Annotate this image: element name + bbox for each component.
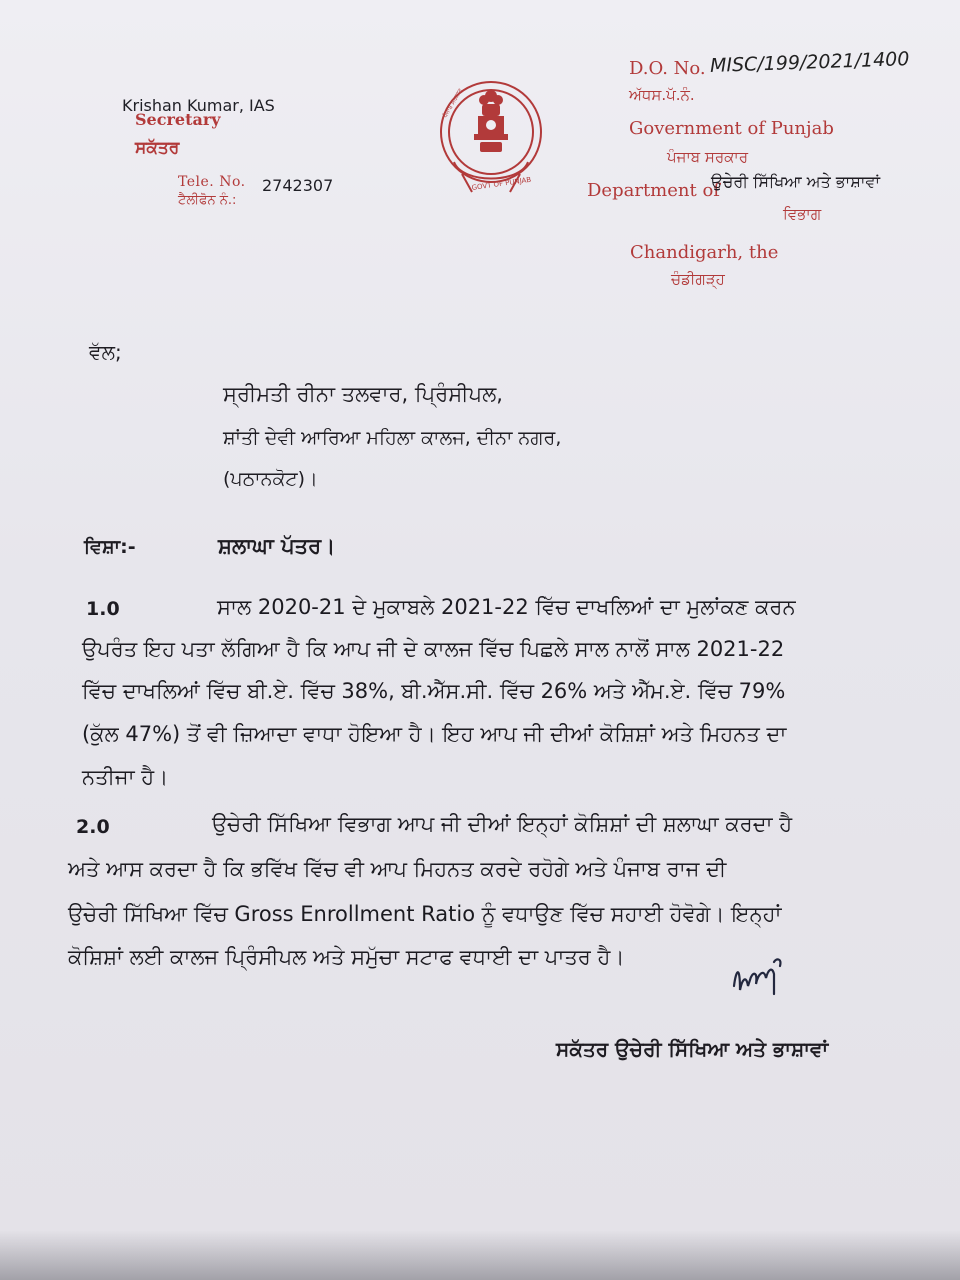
secretary-title-punjabi: ਸਕੱਤਰ <box>135 138 180 158</box>
government-name: Government of Punjab <box>629 118 834 139</box>
paragraph-1-line: ਵਿੱਚ ਦਾਖਲਿਆਂ ਵਿੱਚ ਬੀ.ਏ. ਵਿੱਚ 38%, ਬੀ.ਐੱਸ.ਸੀ. ਵਿੱਚ 26% ਅਤੇ ਐੱਮ.ਏ. ਵਿੱਚ 79% <box>82 679 786 703</box>
subject-text: ਸ਼ਲਾਘਾ ਪੱਤਰ। <box>218 534 336 558</box>
do-number-handwritten: MISC/199/2021/1400 <box>709 48 910 77</box>
city-label: Chandigarh, the <box>630 242 779 263</box>
addressee-college: ਸ਼ਾਂਤੀ ਦੇਵੀ ਆਰਿਆ ਮਹਿਲਾ ਕਾਲਜ, ਦੀਨਾ ਨਗਰ, <box>223 427 562 449</box>
secretary-name: Krishan Kumar, IAS <box>122 96 275 115</box>
government-name-punjabi: ਪੰਜਾਬ ਸਰਕਾਰ <box>667 148 748 166</box>
telephone-label-punjabi: ਟੈਲੀਫੋਨ ਨੰ.: <box>178 193 237 208</box>
paragraph-2-line: ਉਚੇਰੀ ਸਿੱਖਿਆ ਵਿਭਾਗ ਆਪ ਜੀ ਦੀਆਂ ਇਨ੍ਹਾਂ ਕੋਸ਼ਿਸ਼ਾਂ ਦੀ ਸ਼ਲਾਘਾ ਕਰਦਾ ਹੈ <box>212 812 793 836</box>
paragraph-1-line: ਸਾਲ 2020-21 ਦੇ ਮੁਕਾਬਲੇ 2021-22 ਵਿੱਚ ਦਾਖਲਿਆਂ ਦਾ ਮੁਲਾਂਕਣ ਕਰਨ <box>217 595 796 619</box>
addressee-name: ਸ੍ਰੀਮਤੀ ਰੀਨਾ ਤਲਵਾਰ, ਪ੍ਰਿੰਸੀਪਲ, <box>223 382 503 406</box>
city-label-punjabi: ਚੰਡੀਗੜ੍ਹ <box>671 270 725 288</box>
paragraph-2-line: ਅਤੇ ਆਸ ਕਰਦਾ ਹੈ ਕਿ ਭਵਿੱਖ ਵਿੱਚ ਵੀ ਆਪ ਮਿਹਨਤ ਕਰਦੇ ਰਹੋਗੇ ਅਤੇ ਪੰਜਾਬ ਰਾਜ ਦੀ <box>68 857 727 881</box>
secretary-title: Secretary <box>135 110 221 129</box>
punjab-emblem-icon <box>432 74 550 202</box>
department-label: Department of <box>587 180 720 201</box>
subject-label: ਵਿਸ਼ਾ:- <box>84 536 136 558</box>
paragraph-1-number: 1.0 <box>86 598 120 620</box>
paragraph-2-number: 2.0 <box>76 816 110 838</box>
telephone-number: 2742307 <box>262 176 334 195</box>
to-label: ਵੱਲ; <box>89 340 122 364</box>
page-shadow <box>0 1230 960 1280</box>
do-number-label-punjabi: ਅੱਧਸ.ਪੱ.ਨੰ. <box>629 86 695 104</box>
paragraph-2-line: ਕੋਸ਼ਿਸ਼ਾਂ ਲਈ ਕਾਲਜ ਪ੍ਰਿੰਸੀਪਲ ਅਤੇ ਸਮੁੱਚਾ ਸਟਾਫ ਵਧਾਈ ਦਾ ਪਾਤਰ ਹੈ। <box>68 945 625 969</box>
paragraph-1-line: ਨਤੀਜਾ ਹੈ। <box>82 765 169 789</box>
department-name-punjabi: ਉਚੇਰੀ ਸਿੱਖਿਆ ਅਤੇ ਭਾਸ਼ਾਵਾਂ <box>711 172 881 191</box>
paragraph-1-line: ਉਪਰੰਤ ਇਹ ਪਤਾ ਲੱਗਿਆ ਹੈ ਕਿ ਆਪ ਜੀ ਦੇ ਕਾਲਜ ਵਿੱਚ ਪਿਛਲੇ ਸਾਲ ਨਾਲੋਂ ਸਾਲ 2021-22 <box>82 637 785 661</box>
signatory-title: ਸਕੱਤਰ ਉਚੇਰੀ ਸਿੱਖਿਆ ਅਤੇ ਭਾਸ਼ਾਵਾਂ <box>556 1037 829 1061</box>
addressee-district: (ਪਠਾਨਕੋਟ)। <box>223 468 318 490</box>
paragraph-1-line: (ਕੁੱਲ 47%) ਤੋਂ ਵੀ ਜ਼ਿਆਦਾ ਵਾਧਾ ਹੋਇਆ ਹੈ। ਇਹ ਆਪ ਜੀ ਦੀਆਂ ਕੋਸ਼ਿਸ਼ਾਂ ਅਤੇ ਮਿਹਨਤ ਦਾ <box>82 722 787 746</box>
do-number-label: D.O. No. <box>629 58 706 79</box>
signature-icon <box>728 950 808 1010</box>
department-suffix-punjabi: ਵਿਭਾਗ <box>783 205 822 223</box>
telephone-label: Tele. No. <box>178 174 246 190</box>
paragraph-2-line: ਉਚੇਰੀ ਸਿੱਖਿਆ ਵਿੱਚ Gross Enrollment Ratio ਨੂੰ ਵਧਾਉਣ ਵਿੱਚ ਸਹਾਈ ਹੋਵੋਗੇ। ਇਨ੍ਹਾਂ <box>68 902 782 926</box>
emblem-caption: GOVT OF PUNJAB <box>471 175 532 192</box>
svg-text:ਪੰਜਾਬ ਸਰਕਾਰ: ਪੰਜਾਬ ਸਰਕਾਰ <box>441 87 464 119</box>
